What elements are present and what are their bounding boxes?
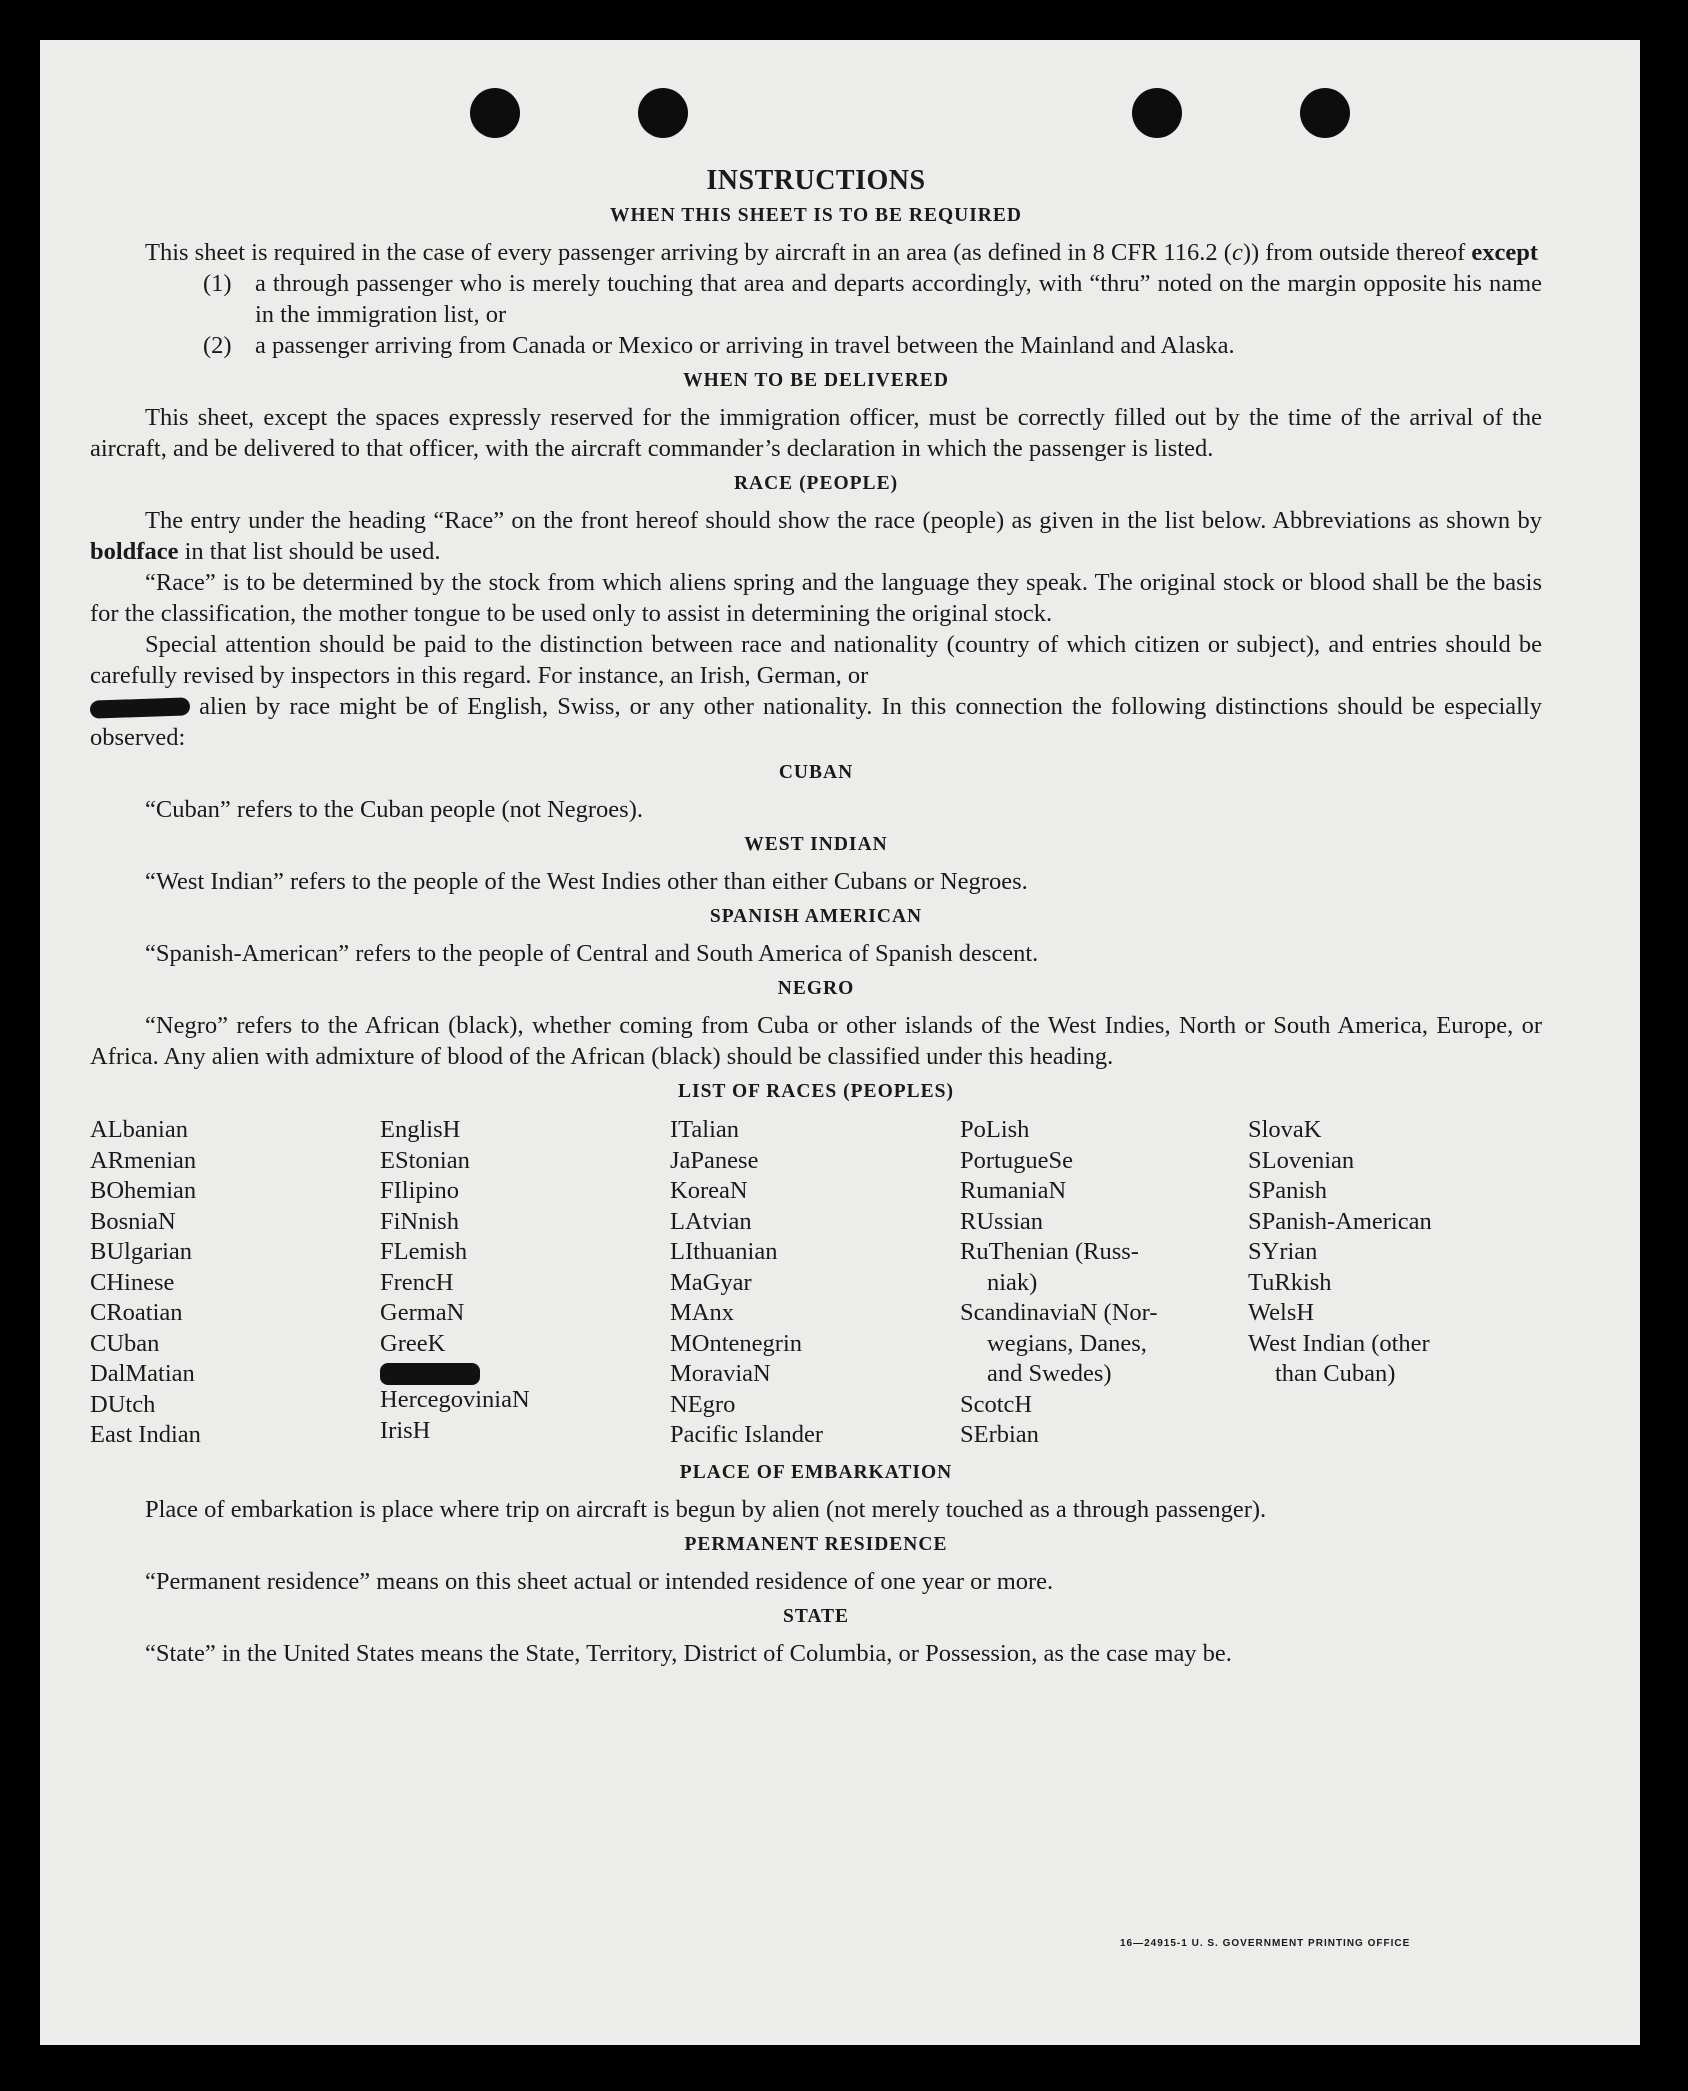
- section-heading: WHEN THIS SHEET IS TO BE REQUIRED: [610, 205, 1022, 226]
- redaction-mark: [90, 698, 191, 719]
- race-item: niak): [987, 1268, 1038, 1296]
- race-list: [90, 1115, 1542, 1451]
- section-heading: LIST OF RACES (PEOPLES): [677, 1081, 954, 1102]
- section-heading: WEST INDIAN: [744, 834, 888, 855]
- paragraph: “Race” is to be determined by the stock from which aliens spring and the language they speak. The original stock or blood shall be the basis for the classification, the mother tongue to be used only to assist in determining the original stock.: [90, 569, 1542, 627]
- section-heading: WHEN TO BE DELIVERED: [683, 370, 949, 391]
- race-item: wegians, Danes,: [987, 1329, 1147, 1357]
- race-item: DUtch: [90, 1390, 156, 1418]
- race-item: West Indian (other: [1248, 1329, 1430, 1357]
- race-item: PoLish: [960, 1116, 1030, 1143]
- race-item: MOntenegrin: [670, 1329, 802, 1357]
- race-item: GermaN: [380, 1299, 465, 1326]
- race-item: RuThenian (Russ-: [960, 1238, 1139, 1265]
- race-item: CHinese: [90, 1268, 175, 1296]
- race-item: ARmenian: [90, 1146, 197, 1174]
- paragraph: This sheet is required in the case of every passenger arriving by aircraft in an area (as defined in 8 CFR 116.2 (c)) from outside thereof except: [145, 239, 1539, 266]
- race-column: [1248, 1115, 1542, 1451]
- section-heading: NEGRO: [777, 978, 855, 999]
- race-item: than Cuban): [1275, 1360, 1396, 1387]
- race-item: GreeK: [380, 1329, 446, 1357]
- paragraph: “State” in the United States means the State, Territory, District of Columbia, or Possession, as the case may be.: [145, 1639, 1232, 1667]
- paragraph: “Cuban” refers to the Cuban people (not Negroes).: [145, 796, 643, 823]
- race-item: Pacific Islander: [670, 1421, 824, 1448]
- section-heading: PERMANENT RESIDENCE: [684, 1533, 948, 1555]
- page-title: INSTRUCTIONS: [706, 165, 926, 196]
- race-column: [670, 1115, 960, 1451]
- paragraph: “Negro” refers to the African (black), whether coming from Cuba or other islands of the West Indies, North or South America, Europe, or Africa. Any alien with admixture of blood of the African (black) should be classified under this heading.: [90, 1012, 1542, 1070]
- race-item: BUlgarian: [90, 1238, 193, 1265]
- race-item: HercegoviniaN: [380, 1386, 530, 1413]
- race-item: SPanish: [1248, 1177, 1327, 1204]
- race-item: FiNnish: [380, 1207, 459, 1235]
- race-item: ITalian: [670, 1116, 740, 1143]
- race-item: TuRkish: [1248, 1268, 1332, 1296]
- printer-imprint: 16—24915-1 U. S. GOVERNMENT PRINTING OFFICE: [1120, 1938, 1411, 1949]
- race-item: SErbian: [960, 1421, 1039, 1448]
- race-item: NEgro: [670, 1390, 736, 1418]
- race-item: CRoatian: [90, 1299, 183, 1326]
- paragraph: The entry under the heading “Race” on the front hereof should show the race (people) as given in the list below. Abbreviations as shown by boldface in that list should be used.: [90, 507, 1542, 565]
- race-column: [90, 1115, 380, 1451]
- race-item: ScotcH: [960, 1390, 1033, 1418]
- race-item: ScandinaviaN (Nor-: [960, 1299, 1158, 1326]
- race-item: SYrian: [1248, 1238, 1318, 1265]
- race-item: SPanish-American: [1248, 1207, 1432, 1235]
- paragraph: “Permanent residence” means on this sheet actual or intended residence of one year or more.: [145, 1567, 1054, 1595]
- race-item: LIthuanian: [670, 1238, 778, 1265]
- race-item: KoreaN: [670, 1177, 748, 1204]
- list-item: (2) a passenger arriving from Canada or Mexico or arriving in travel between the Mainland and Alaska.: [203, 332, 1235, 359]
- race-item: WelsH: [1248, 1299, 1315, 1326]
- race-item-redacted: [380, 1359, 670, 1385]
- race-item: and Swedes): [987, 1360, 1112, 1387]
- race-item: ALbanian: [90, 1116, 188, 1143]
- race-item: CUban: [90, 1329, 160, 1357]
- race-item: RUssian: [960, 1207, 1044, 1235]
- section-heading: PLACE OF EMBARKATION: [679, 1461, 953, 1483]
- race-item: IrisH: [380, 1416, 431, 1444]
- punch-hole: [470, 88, 520, 138]
- list-item: (1) a through passenger who is merely touching that area and departs accordingly, with “thru” noted on the margin opposite his name in the immigration list, or: [203, 270, 1542, 328]
- race-item: RumaniaN: [960, 1177, 1067, 1204]
- race-item: PortugueSe: [960, 1146, 1073, 1174]
- paragraph: Place of embarkation is place where trip on aircraft is begun by alien (not merely touched as a through passenger).: [145, 1495, 1267, 1523]
- race-item: East Indian: [90, 1421, 201, 1448]
- section-heading: SPANISH AMERICAN: [709, 906, 923, 927]
- race-item: FrencH: [380, 1268, 454, 1296]
- race-item: LAtvian: [670, 1207, 752, 1235]
- section-heading: RACE (PEOPLE): [733, 473, 899, 494]
- race-item: BosniaN: [90, 1207, 176, 1235]
- race-item: DalMatian: [90, 1360, 195, 1387]
- document-page: [40, 40, 1640, 2045]
- race-column: [380, 1115, 670, 1451]
- section-heading: STATE: [782, 1605, 850, 1627]
- race-item: MoraviaN: [670, 1360, 771, 1387]
- race-item: MaGyar: [670, 1268, 752, 1296]
- race-item: JaPanese: [670, 1146, 759, 1174]
- paragraph: Special attention should be paid to the distinction between race and nationality (country of which citizen or subject), and entries should be carefully revised by inspectors in this regard. For instance, an Irish, German, or alien by race might be of English, Swiss, or any other nationality. In this connection the following distinctions should be especially observed:: [90, 631, 1542, 751]
- document-body: [90, 165, 1542, 1669]
- race-column: [960, 1115, 1248, 1451]
- section-heading: CUBAN: [778, 762, 854, 783]
- punch-hole: [638, 88, 688, 138]
- race-item: SLovenian: [1248, 1146, 1355, 1174]
- redaction-mark: [380, 1363, 480, 1385]
- race-item: FLemish: [380, 1238, 468, 1265]
- race-item: EStonian: [380, 1146, 470, 1174]
- paragraph: “Spanish-American” refers to the people of Central and South America of Spanish descent.: [145, 940, 1039, 967]
- punch-hole: [1300, 88, 1350, 138]
- race-item: SlovaK: [1248, 1116, 1322, 1143]
- race-item: FIlipino: [380, 1177, 459, 1204]
- race-item: MAnx: [670, 1299, 734, 1326]
- paragraph: “West Indian” refers to the people of the West Indies other than either Cubans or Negroes.: [145, 868, 1028, 895]
- race-item: EnglisH: [380, 1116, 461, 1143]
- paragraph: This sheet, except the spaces expressly reserved for the immigration officer, must be correctly filled out by the time of the arrival of the aircraft, and be delivered to that officer, with the aircraft commander’s declaration in which the passenger is listed.: [90, 404, 1542, 462]
- race-item: BOhemian: [90, 1177, 197, 1204]
- punch-hole: [1132, 88, 1182, 138]
